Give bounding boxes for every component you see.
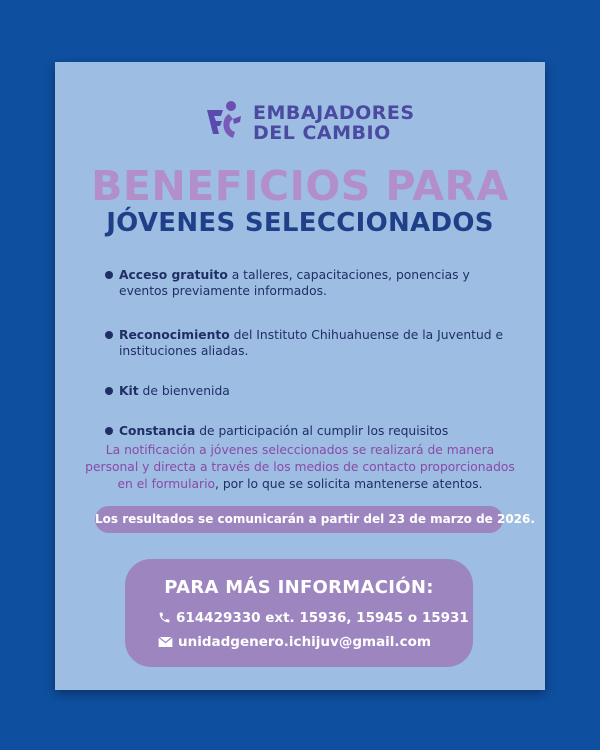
heading-line-1: BENEFICIOS PARA bbox=[91, 162, 509, 210]
bullet-icon bbox=[105, 271, 113, 279]
benefit-item bbox=[105, 383, 505, 399]
contact-phone-row bbox=[158, 610, 469, 628]
contact-box bbox=[125, 559, 473, 667]
benefit-item bbox=[105, 267, 505, 299]
note-part-2: , por lo que se solicita mantenerse atentos. bbox=[215, 477, 483, 491]
contact-email[interactable]: unidadgenero.ichijuv@gmail.com bbox=[178, 634, 431, 650]
benefit-text: de bienvenida bbox=[138, 384, 230, 398]
contact-title: PARA MÁS INFORMACIÓN: bbox=[164, 577, 434, 598]
benefit-text: a talleres, capacitaciones, ponencias y eventos previamente informados. bbox=[119, 268, 470, 298]
notification-note bbox=[85, 442, 515, 493]
contact-phone: 614429330 ext. 15936, 15945 o 15931 bbox=[176, 610, 469, 626]
mail-icon bbox=[158, 636, 173, 652]
benefit-strong: Acceso gratuito bbox=[119, 268, 228, 282]
benefit-strong: Reconocimiento bbox=[119, 328, 230, 342]
benefit-text: de participación al cumplir los requisitos bbox=[195, 424, 449, 438]
logo-line-2: DEL CAMBIO bbox=[253, 122, 391, 144]
results-date-banner: Los resultados se comunicarán a partir del 23 de marzo de 2026. bbox=[95, 506, 503, 533]
flyer-card bbox=[55, 62, 545, 690]
contact-email-row bbox=[158, 634, 431, 652]
logo-line-1: EMBAJADORES bbox=[253, 102, 415, 124]
benefit-item bbox=[105, 327, 505, 359]
ec-logo-icon bbox=[203, 100, 247, 144]
bullet-icon bbox=[105, 331, 113, 339]
benefit-text: del Instituto Chihuahuense de la Juventud e instituciones aliadas. bbox=[119, 328, 504, 358]
bullet-icon bbox=[105, 427, 113, 435]
bullet-icon bbox=[105, 387, 113, 395]
benefit-item bbox=[105, 423, 505, 439]
phone-icon bbox=[158, 611, 171, 628]
note-part-1: La notificación a jóvenes seleccionados se realizará de manera personal y directa a través de los medios de contacto proporcionados en el formulario bbox=[85, 443, 515, 491]
benefit-strong: Kit bbox=[119, 384, 139, 398]
logo bbox=[203, 98, 415, 148]
benefit-strong: Constancia bbox=[119, 424, 196, 438]
benefits-list bbox=[105, 267, 505, 455]
heading-line-2: JÓVENES SELECCIONADOS bbox=[106, 208, 494, 238]
